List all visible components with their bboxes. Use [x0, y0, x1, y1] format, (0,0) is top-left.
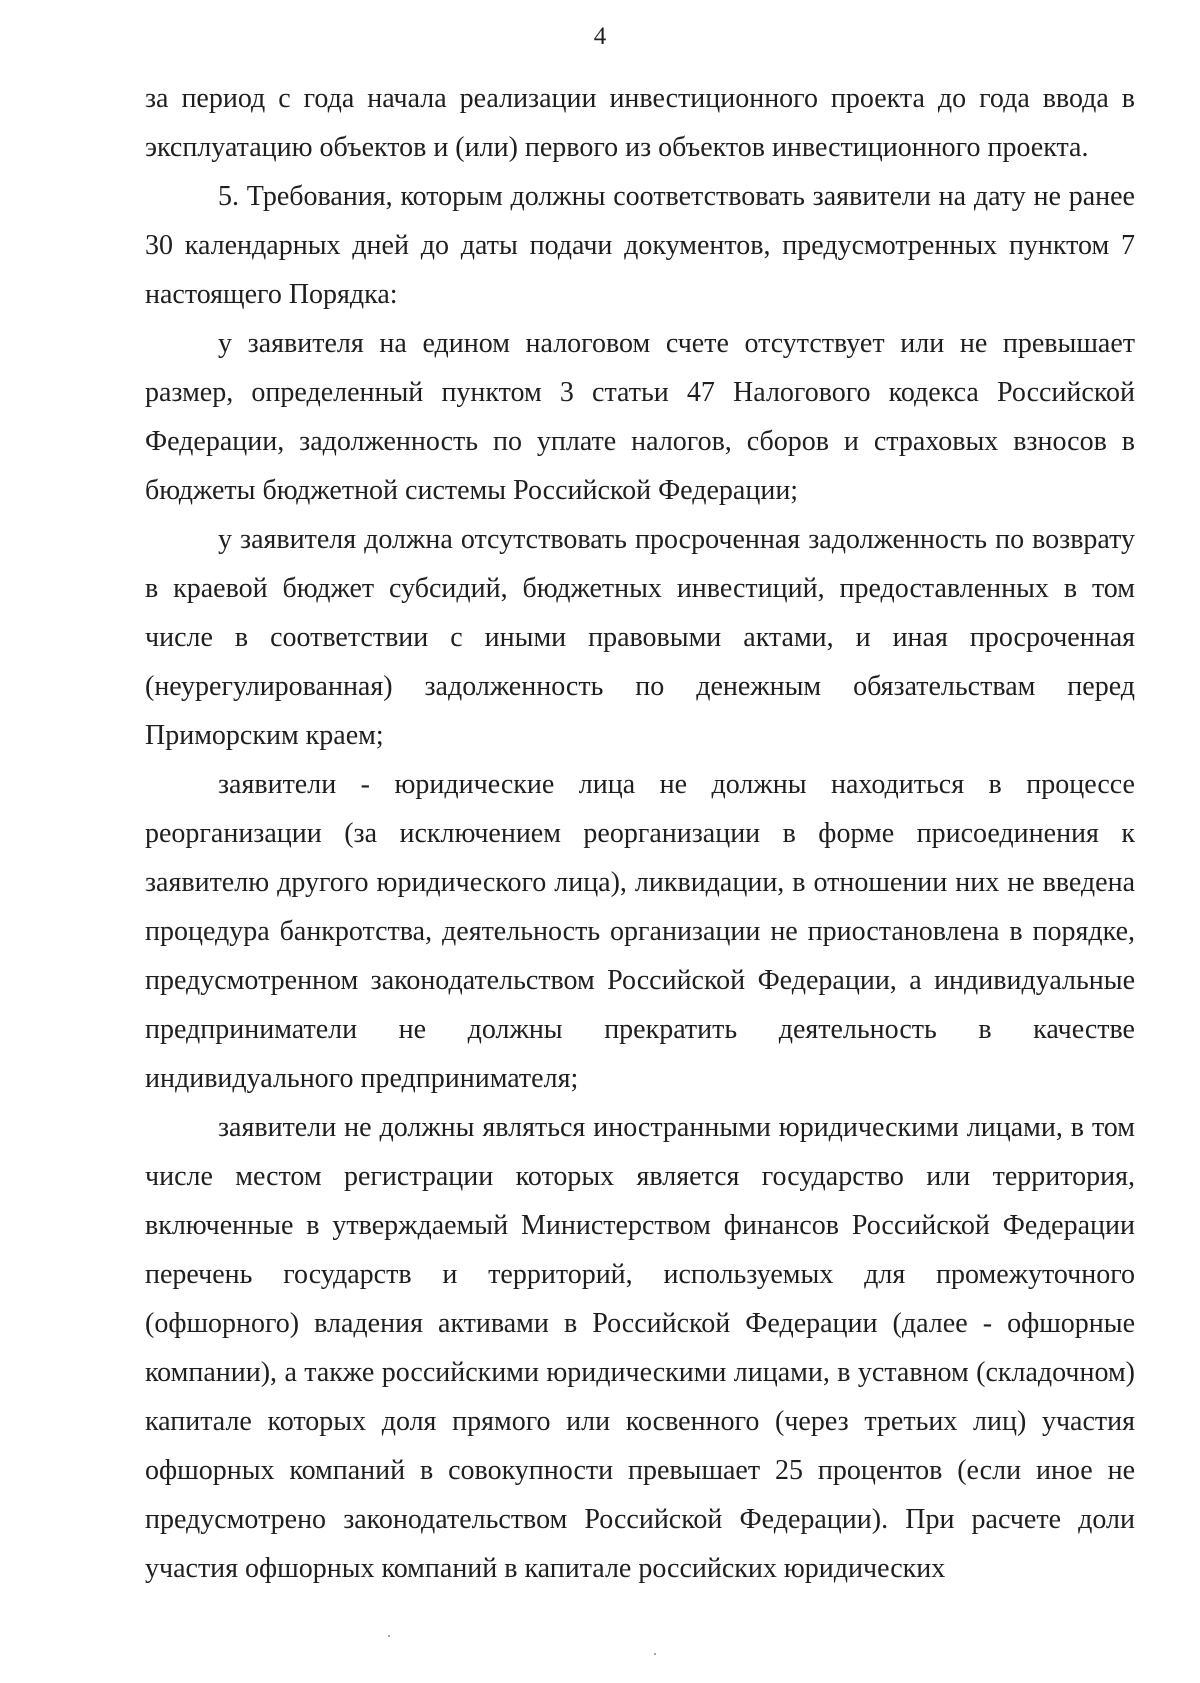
paragraph-continuation: за период с года начала реализации инвестиционного проекта до года ввода в эксплуатацию объектов и (или) первого из объектов инвестиционного проекта.: [145, 83, 1135, 163]
paragraph-tax-debt: у заявителя на едином налоговом счете отсутствует или не превышает размер, определенный пунктом 3 статьи 47 Налогового кодекса Российской Федерации, задолженность по уплате налогов, сборов и страховых взносов в бюджеты бюджетной системы Российской Федерации;: [145, 328, 1135, 506]
scan-speck: [388, 1635, 390, 1637]
page-number: 4: [593, 23, 607, 50]
paragraph-offshore: заявители не должны являться иностранными юридическими лицами, в том числе местом регистрации которых является государство или территория, включенные в утверждаемый Министерством финансов Российской Федерации перечень государств и территорий, используемых для промежуточного (офшорного) владения активами в Российской Федерации (далее - офшорные компании), а также российскими юридическими лицами, в уставном (складочном) капитале которых доля прямого или косвенного (через третьих лиц) участия офшорных компаний в совокупности превышает 25 процентов (если иное не предусмотрено законодательством Российской Федерации). При расчете доли участия офшорных компаний в капитале российских юридических: [145, 1112, 1135, 1584]
paragraph-reorganization: заявители - юридические лица не должны находиться в процессе реорганизации (за исключением реорганизации в форме присоединения к заявителю другого юридического лица), ликвидации, в отношении них не введена процедура банкротства, деятельность организации не приостановлена в порядке, предусмотренном законодательством Российской Федерации, а индивидуальные предприниматели не должны прекратить деятельность в качестве индивидуального предпринимателя;: [145, 769, 1135, 1094]
scan-speck: [654, 1653, 656, 1655]
paragraph-requirements-heading: 5. Требования, которым должны соответствовать заявители на дату не ранее 30 календарных дней до даты подачи документов, предусмотренных пунктом 7 настоящего Порядка:: [145, 181, 1135, 310]
document-body: [145, 74, 1135, 1593]
paragraph-budget-debt: у заявителя должна отсутствовать просроченная задолженность по возврату в краевой бюджет субсидий, бюджетных инвестиций, предоставленных в том числе в соответствии с иными правовыми актами, и иная просроченная (неурегулированная) задолженность по денежным обязательствам перед Приморским краем;: [145, 524, 1135, 751]
